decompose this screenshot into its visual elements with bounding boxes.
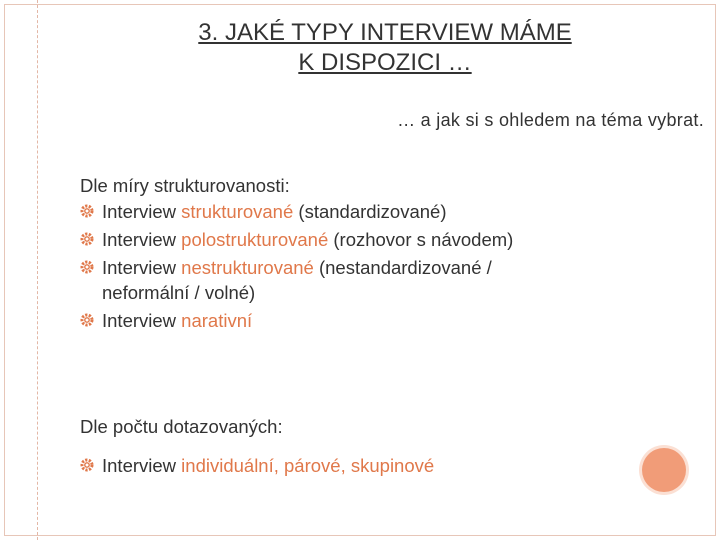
structure-list — [80, 199, 680, 333]
left-dashed-rule — [37, 0, 39, 540]
title-line-2: K DISPOZICI … — [298, 49, 472, 76]
item-highlight: individuální, párové, skupinové — [181, 455, 435, 476]
item-prefix: Interview — [102, 257, 182, 278]
item-prefix: Interview — [102, 229, 182, 250]
item-prefix: Interview — [102, 455, 182, 476]
item-suffix: (rozhovor s návodem) — [328, 229, 514, 250]
section-structure — [80, 173, 680, 336]
item-suffix: (standardizované) — [293, 201, 447, 222]
list-item — [80, 199, 680, 224]
section-heading-respondents: Dle počtu dotazovaných: — [80, 416, 283, 437]
section-heading-structure: Dle míry strukturovanosti: — [80, 175, 290, 196]
list-item — [80, 255, 680, 305]
list-item — [80, 308, 680, 333]
item-highlight: strukturované — [181, 201, 294, 222]
item-prefix: Interview — [102, 201, 182, 222]
gear-bullet-icon — [80, 232, 94, 246]
slide-title — [90, 18, 680, 78]
section-respondents — [80, 414, 680, 481]
item-prefix: Interview — [102, 310, 182, 331]
item-continuation: neformální / volné) — [102, 282, 256, 303]
item-highlight: narativní — [181, 310, 253, 331]
gear-bullet-icon — [80, 458, 94, 472]
list-item — [80, 227, 680, 252]
title-line-1: 3. JAKÉ TYPY INTERVIEW MÁME — [198, 19, 572, 46]
orange-circle-decoration — [642, 448, 686, 492]
item-highlight: polostrukturované — [181, 229, 329, 250]
list-item — [80, 453, 680, 478]
gear-bullet-icon — [80, 204, 94, 218]
gear-bullet-icon — [80, 313, 94, 327]
slide-subtitle: … a jak si s ohledem na téma vybrat. — [397, 110, 704, 130]
gear-bullet-icon — [80, 260, 94, 274]
item-suffix: (nestandardizované / — [313, 257, 492, 278]
item-highlight: nestrukturované — [181, 257, 314, 278]
respondents-list — [80, 453, 680, 478]
